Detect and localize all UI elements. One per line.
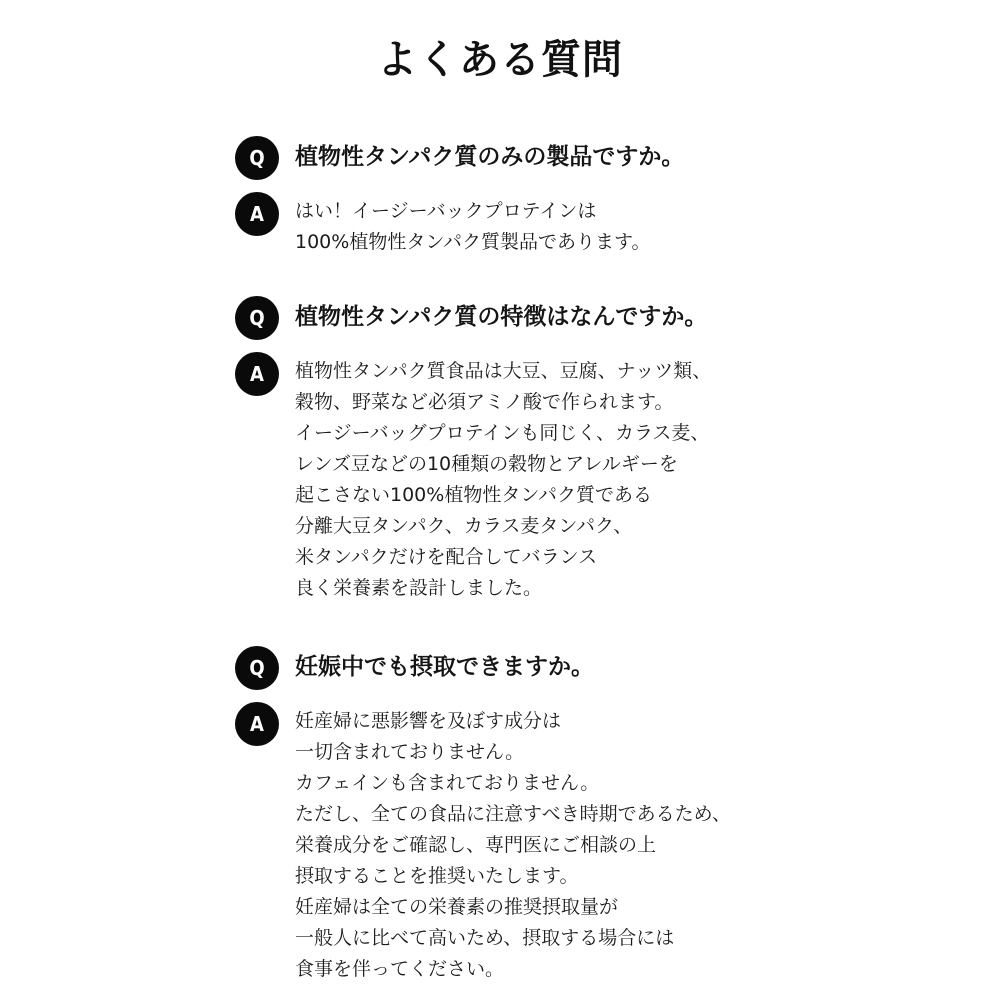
answer-line: 植物性タンパク質食品は大豆、豆腐、ナッツ類、 — [295, 360, 712, 382]
answer-row — [235, 706, 795, 985]
answer-line: イージーバッグプロテインも同じく、カラス麦、 — [295, 422, 710, 444]
answer-badge: A — [235, 702, 279, 746]
answer-badge: A — [235, 352, 279, 396]
faq-item-3 — [235, 650, 795, 985]
answer-badge: A — [235, 192, 279, 236]
question-badge: Q — [235, 136, 279, 180]
question-badge: Q — [235, 646, 279, 690]
answer-line: 食事を伴ってください。 — [295, 958, 505, 980]
question-row — [235, 650, 795, 684]
answer-row — [235, 356, 795, 604]
answer-line: 妊産婦に悪影響を及ぼす成分は — [295, 710, 562, 732]
question-row — [235, 140, 795, 174]
question-row — [235, 300, 795, 334]
answer-line: 一切含まれておりません。 — [295, 741, 525, 763]
answer-text — [295, 196, 795, 258]
question-badge: Q — [235, 296, 279, 340]
answer-line: 100%植物性タンパク質製品であります。 — [295, 231, 651, 253]
answer-line: 穀物、野菜など必須アミノ酸で作られます。 — [295, 391, 674, 413]
question-text: 妊娠中でも摂取できますか。 — [295, 654, 594, 680]
answer-line: 米タンパクだけを配合してバランス — [295, 546, 598, 568]
answer-line: 良く栄養素を設計しました。 — [295, 577, 543, 599]
faq-item-2 — [235, 300, 795, 604]
answer-line: カフェインも含まれておりません。 — [295, 772, 600, 794]
answer-text — [295, 706, 795, 985]
answer-line: はい！イージーバックプロテインは — [295, 200, 597, 222]
answer-line: レンズ豆などの10種類の穀物とアレルギーを — [295, 453, 678, 475]
answer-line: 摂取することを推奨いたします。 — [295, 865, 579, 887]
answer-line: 分離大豆タンパク、カラス麦タンパク、 — [295, 515, 633, 537]
answer-line: 栄養成分をご確認し、専門医にご相談の上 — [295, 834, 657, 856]
answer-text — [295, 356, 795, 604]
answer-line: 起こさない100%植物性タンパク質である — [295, 484, 652, 506]
question-text: 植物性タンパク質の特徴はなんですか。 — [295, 304, 708, 330]
answer-line: 妊産婦は全ての栄養素の推奨摂取量が — [295, 896, 619, 918]
question-text: 植物性タンパク質のみの製品ですか。 — [295, 144, 685, 170]
answer-line: ただし、全ての食品に注意すべき時期であるため、 — [295, 803, 731, 825]
faq-item-1 — [235, 140, 795, 258]
answer-row — [235, 196, 795, 258]
page-title: よくある質問 — [377, 37, 623, 83]
answer-line: 一般人に比べて高いため、摂取する場合には — [295, 927, 675, 949]
